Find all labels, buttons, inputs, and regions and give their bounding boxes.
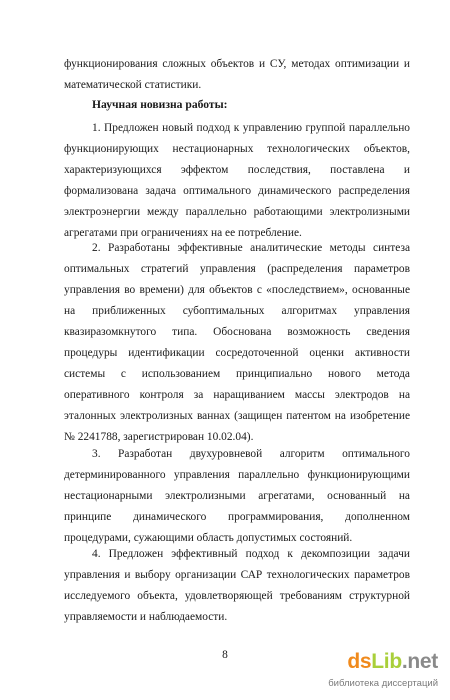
novelty-item-3: 3. Разработан двухуровневой алгоритм оптимального детерминированного управления параллельно функционирующими нестационарными электролизными агрегатами, основанный на принципе динамического программирования, дополненном процедурами, сужающими область допустимых состояний. — [64, 448, 410, 544]
novelty-item-4: 4. Предложен эффективный подход к декомпозиции задачи управления и выбору организации САР технологических параметров исследуемого объекта, удовлетворяющей требованиям структурной управляемости и наблюдаемости. — [64, 548, 410, 623]
page-number: 8 — [222, 649, 228, 661]
logo-net: .net — [401, 650, 438, 673]
section-heading: Научная новизна работы: — [92, 98, 228, 111]
intro-paragraph: функционирования сложных объектов и СУ, методах оптимизации и математической статистики. — [64, 58, 410, 91]
watermark-tagline: библиотека диссертаций — [328, 678, 438, 689]
logo-lib: Lib — [371, 650, 402, 673]
logo-ds: ds — [347, 650, 372, 673]
novelty-item-1: 1. Предложен новый подход к управлению группой параллельно функционирующих нестационарных технологических объектов, характеризующихся эффектом последствия, поставлена и формализована задача оптимального динамического распределения электроэнергии между параллельно работающими электролизными агрегатами при ограничениях на ее потребление. — [64, 122, 410, 239]
novelty-item-2: 2. Разработаны эффективные аналитические методы синтеза оптимальных стратегий управления (распределения параметров управления во времени) для объектов с «последствием», основанные на приближенных субоптимальных алгоритмах управления квазиразомкнутого типа. Обоснована возможность сведения процедуры идентификации сосредоточенной оценки активности системы с использованием принципиально нового метода оперативного контроля за наращиванием массы электродов на эталонных электролизных ваннах (защищен патентом на изобретение № 2241788, зарегистрирован 10.02.04). — [64, 242, 410, 443]
dslib-logo — [347, 650, 438, 674]
dslib-watermark[interactable] — [324, 650, 440, 694]
